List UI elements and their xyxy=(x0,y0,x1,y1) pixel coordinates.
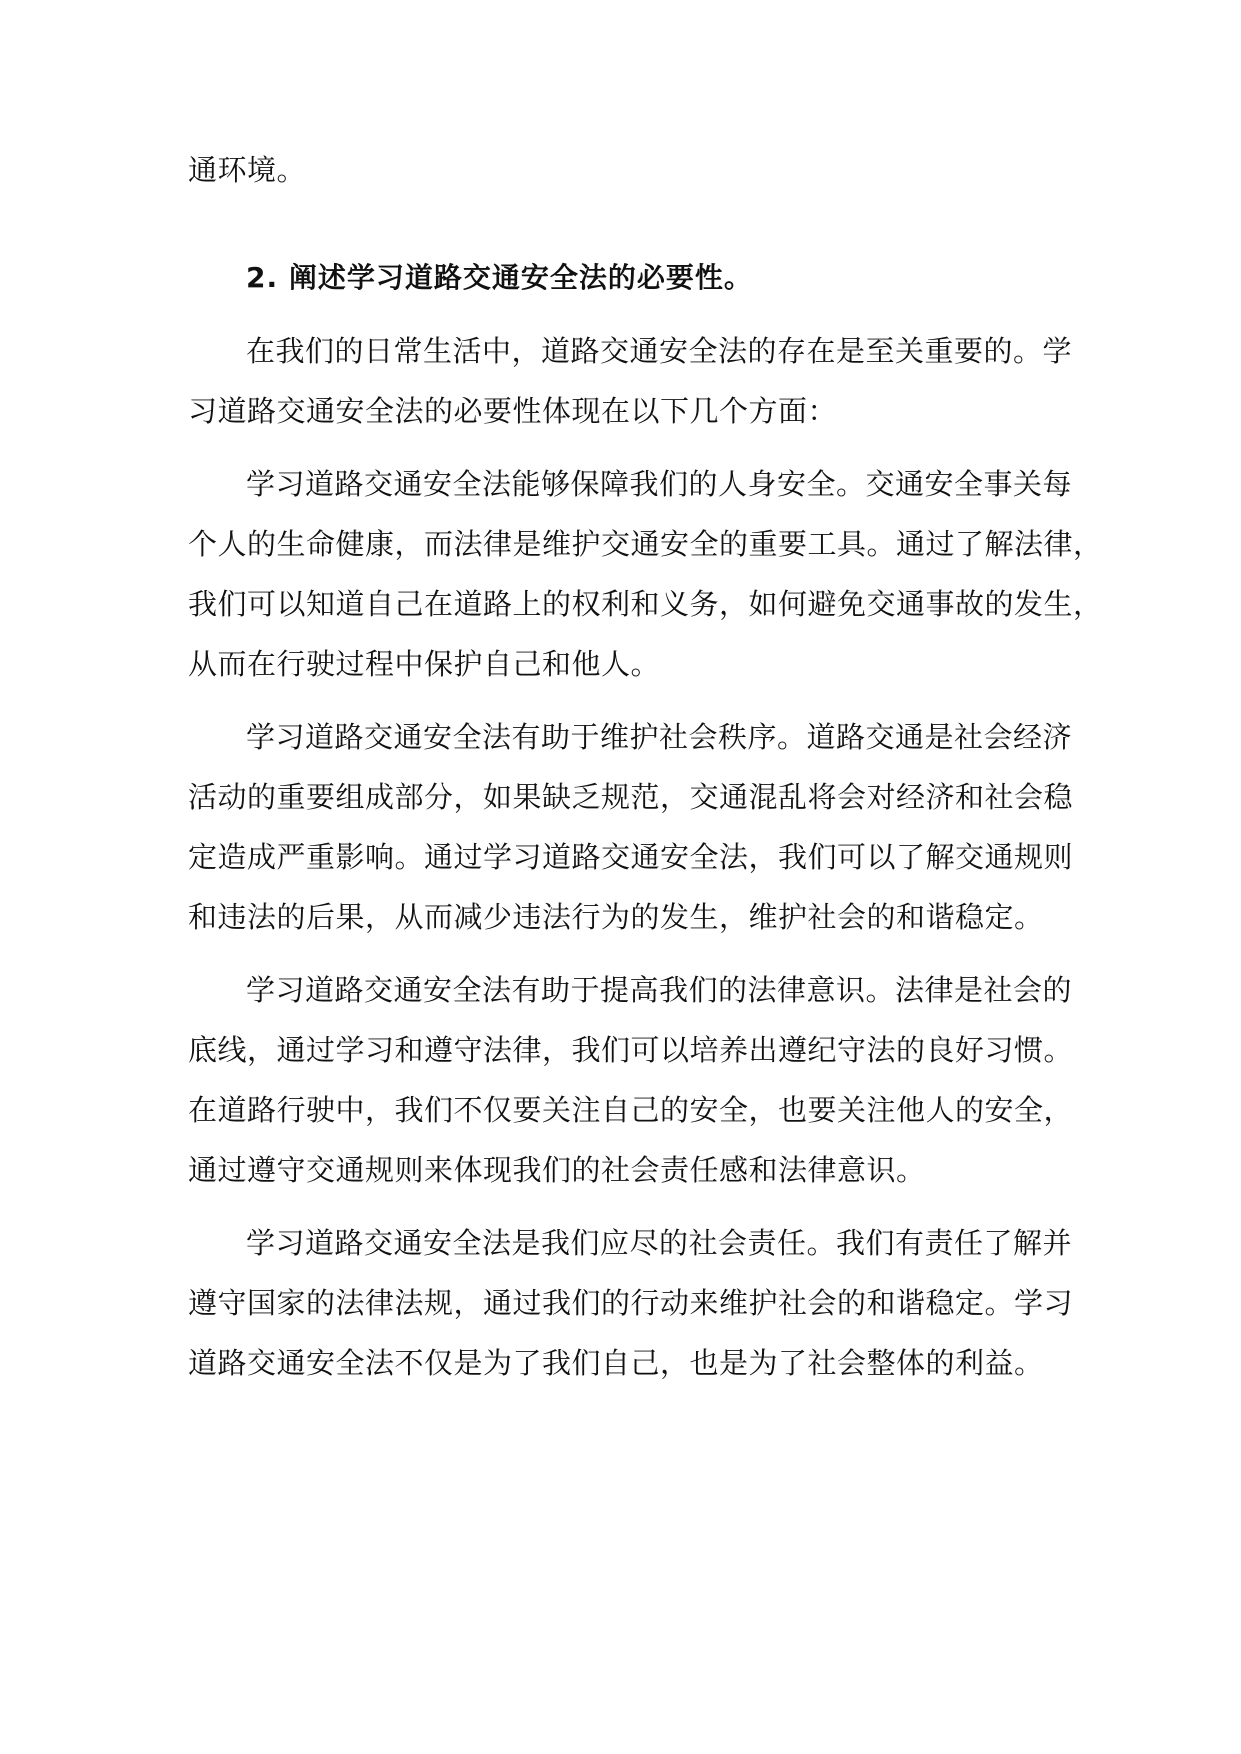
paragraph-line: 通过遵守交通规则来体现我们的社会责任感和法律意识。 xyxy=(188,1153,926,1187)
paragraph-line: 和违法的后果，从而减少违法行为的发生，维护社会的和谐稳定。 xyxy=(188,900,1044,934)
paragraph-line: 在我们的日常生活中，道路交通安全法的存在是至关重要的。学 xyxy=(246,334,1073,368)
paragraph-line: 定造成严重影响。通过学习道路交通安全法，我们可以了解交通规则 xyxy=(188,840,1074,874)
paragraph-line: 我们可以知道自己在道路上的权利和义务，如何避免交通事故的发生， xyxy=(188,587,1103,621)
paragraph-line: 学习道路交通安全法是我们应尽的社会责任。我们有责任了解并 xyxy=(246,1226,1073,1260)
paragraph-line: 个人的生命健康，而法律是维护交通安全的重要工具。通过了解法律， xyxy=(188,527,1103,561)
continuation-line: 通环境。 xyxy=(188,153,307,187)
section-heading: 2. 阐述学习道路交通安全法的必要性。 xyxy=(246,261,753,294)
paragraph-line: 习道路交通安全法的必要性体现在以下几个方面： xyxy=(188,394,838,428)
paragraph-line: 底线，通过学习和遵守法律，我们可以培养出遵纪守法的良好习惯。 xyxy=(188,1033,1074,1067)
document-body xyxy=(188,140,1103,1393)
paragraph-4 xyxy=(188,960,1074,1200)
paragraph-1 xyxy=(188,321,1073,441)
paragraph-5 xyxy=(188,1213,1074,1393)
paragraph-line: 活动的重要组成部分，如果缺乏规范，交通混乱将会对经济和社会稳 xyxy=(188,780,1074,814)
paragraph-2 xyxy=(188,454,1103,694)
paragraph-line: 遵守国家的法律法规，通过我们的行动来维护社会的和谐稳定。学习 xyxy=(188,1286,1074,1320)
paragraph-line: 在道路行驶中，我们不仅要关注自己的安全，也要关注他人的安全， xyxy=(188,1093,1074,1127)
paragraph-line: 学习道路交通安全法有助于提高我们的法律意识。法律是社会的 xyxy=(246,973,1073,1007)
paragraph-line: 学习道路交通安全法有助于维护社会秩序。道路交通是社会经济 xyxy=(246,720,1073,754)
paragraph-line: 道路交通安全法不仅是为了我们自己，也是为了社会整体的利益。 xyxy=(188,1346,1044,1380)
paragraph-3 xyxy=(188,707,1074,947)
paragraph-line: 学习道路交通安全法能够保障我们的人身安全。交通安全事关每 xyxy=(246,467,1073,501)
paragraph-line: 从而在行驶过程中保护自己和他人。 xyxy=(188,647,661,681)
